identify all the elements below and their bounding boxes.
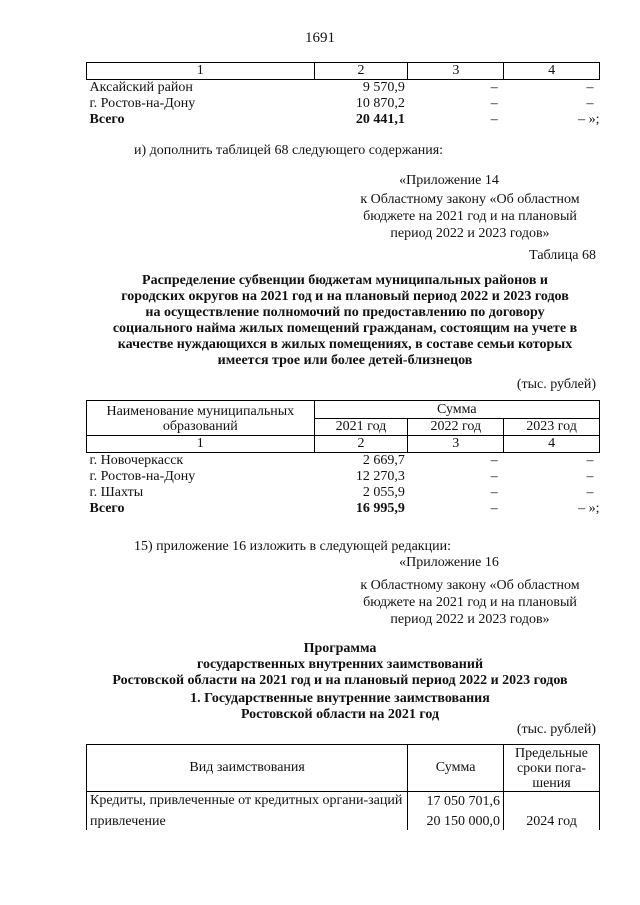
paragraph-15: 15) приложение 16 изложить в следующей редакции: bbox=[134, 539, 451, 554]
borrowing-term bbox=[504, 792, 600, 811]
col-number: 2 bbox=[314, 436, 408, 453]
col-header-sum: Сумма bbox=[314, 401, 599, 419]
value-2023: – bbox=[586, 96, 594, 111]
section-1-title bbox=[60, 691, 620, 723]
total-2022: – bbox=[490, 501, 498, 516]
col-number: 1 bbox=[87, 63, 315, 80]
title-line: Распределение субвенции бюджетам муниципальных районов и bbox=[142, 273, 548, 288]
title-line: Ростовской области на 2021 год и на плановый период 2022 и 2023 годов bbox=[112, 673, 568, 688]
value-2022: – bbox=[490, 485, 498, 500]
city-name: г. Новочеркасск bbox=[89, 453, 184, 468]
title-line: имеется трое или более детей-близнецов bbox=[217, 353, 473, 368]
value-2021: 2 055,9 bbox=[362, 485, 405, 500]
appendix-line: период 2022 и 2023 годов» bbox=[390, 612, 550, 627]
page-number: 1691 bbox=[305, 30, 335, 46]
col-header-year: 2021 год bbox=[314, 419, 408, 436]
units-label: (тыс. рублей) bbox=[516, 377, 596, 392]
title-line: 1. Государственные внутренние заимствования bbox=[190, 691, 490, 706]
table-row bbox=[87, 80, 600, 97]
col-header-sum: Сумма bbox=[408, 745, 504, 792]
table-68-label: Таблица 68 bbox=[529, 248, 596, 263]
value-2021: 9 570,9 bbox=[362, 80, 405, 95]
appendix-14-heading bbox=[320, 172, 620, 242]
table-total-row bbox=[87, 501, 600, 517]
value-2022: – bbox=[490, 80, 498, 95]
table-row bbox=[87, 469, 600, 485]
title-line: Программа bbox=[303, 641, 377, 656]
col-header-year: 2023 год bbox=[504, 419, 600, 436]
paragraph-i: и) дополнить таблицей 68 следующего содержания: bbox=[134, 143, 444, 158]
borrowing-type: Кредиты, привлеченные от кредитных органи-заций bbox=[87, 792, 408, 811]
total-2021: 20 441,1 bbox=[355, 112, 405, 127]
value-2022: – bbox=[490, 96, 498, 111]
table-continuation bbox=[86, 62, 600, 128]
table-row bbox=[87, 96, 600, 112]
borrowing-type: привлечение bbox=[87, 810, 408, 830]
table-68 bbox=[86, 400, 600, 517]
borrowings-table bbox=[86, 744, 600, 830]
borrowing-term: 2024 год bbox=[504, 810, 600, 830]
title-line: городских округов на 2021 год и на плановый период 2022 и 2023 годов bbox=[121, 289, 569, 304]
units-label: (тыс. рублей) bbox=[516, 722, 596, 737]
value-2023: – bbox=[586, 453, 594, 468]
title-line: социального найма жилых помещений гражданам, состоящим на учете в bbox=[112, 321, 578, 336]
appendix-line: бюджете на 2021 год и на плановый bbox=[363, 595, 577, 610]
region-name: Аксайский район bbox=[89, 80, 193, 95]
total-2022: – bbox=[490, 112, 498, 127]
value-2022: – bbox=[490, 469, 498, 484]
borrowing-sum: 20 150 000,0 bbox=[408, 810, 504, 830]
appendix-line: к Областному закону «Об областном bbox=[360, 578, 580, 593]
title-line: государственных внутренних заимствований bbox=[196, 657, 484, 672]
total-2023: – »; bbox=[578, 501, 600, 516]
col-number: 2 bbox=[314, 63, 408, 80]
table-row bbox=[87, 485, 600, 501]
total-2021: 16 995,9 bbox=[355, 501, 405, 516]
col-header-name: Наименование муниципальных образований bbox=[87, 401, 315, 436]
appendix-16-heading bbox=[320, 554, 620, 628]
total-label: Всего bbox=[89, 112, 125, 127]
appendix-line: период 2022 и 2023 годов» bbox=[390, 226, 550, 241]
appendix-line: «Приложение 16 bbox=[399, 555, 499, 570]
total-2023: – »; bbox=[578, 112, 600, 127]
col-number: 1 bbox=[87, 436, 315, 453]
col-header-terms: Предельные сроки пога-шения bbox=[504, 745, 600, 792]
table-row bbox=[87, 453, 600, 470]
value-2022: – bbox=[490, 453, 498, 468]
total-label: Всего bbox=[89, 501, 125, 516]
value-2023: – bbox=[586, 469, 594, 484]
value-2023: – bbox=[586, 80, 594, 95]
col-number: 3 bbox=[408, 63, 504, 80]
value-2021: 12 270,3 bbox=[355, 469, 405, 484]
col-number: 4 bbox=[504, 436, 600, 453]
value-2023: – bbox=[586, 485, 594, 500]
table-row bbox=[87, 810, 600, 830]
city-name: г. Шахты bbox=[89, 485, 144, 500]
borrowing-sum: 17 050 701,6 bbox=[408, 792, 504, 811]
appendix-line: бюджете на 2021 год и на плановый bbox=[363, 209, 577, 224]
col-header-year: 2022 год bbox=[408, 419, 504, 436]
title-line: Ростовской области на 2021 год bbox=[240, 707, 440, 722]
col-number: 3 bbox=[408, 436, 504, 453]
appendix-line: «Приложение 14 bbox=[399, 173, 499, 188]
city-name: г. Ростов-на-Дону bbox=[89, 469, 196, 484]
appendix-line: к Областному закону «Об областном bbox=[360, 192, 580, 207]
title-line: качестве нуждающихся в жилых помещениях, в составе семьи которых bbox=[117, 337, 573, 352]
col-number: 4 bbox=[504, 63, 600, 80]
table-68-title bbox=[80, 273, 610, 369]
table-total-row bbox=[87, 112, 600, 128]
title-line: на осуществление полномочий по предоставлению по договору bbox=[145, 305, 545, 320]
table-row bbox=[87, 792, 600, 811]
table-header-row bbox=[87, 63, 600, 80]
region-name: г. Ростов-на-Дону bbox=[89, 96, 196, 111]
col-header-type: Вид заимствования bbox=[87, 745, 408, 792]
value-2021: 10 870,2 bbox=[355, 96, 405, 111]
value-2021: 2 669,7 bbox=[362, 453, 405, 468]
program-title bbox=[60, 641, 620, 689]
